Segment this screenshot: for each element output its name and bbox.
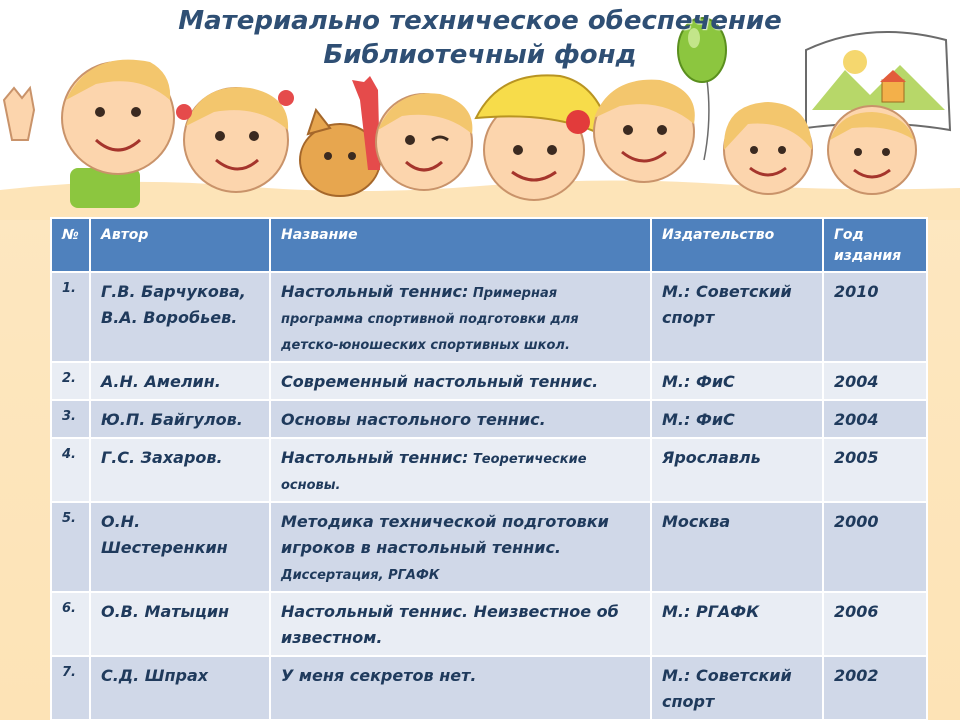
row-publisher: Ярославль <box>651 438 823 502</box>
row-title <box>270 502 651 592</box>
row-author: О.Н. Шестеренкин <box>90 502 270 592</box>
row-number: 7. <box>51 656 90 720</box>
row-title <box>270 592 651 656</box>
row-year: 2004 <box>823 400 927 438</box>
title-main: У меня секретов нет. <box>281 666 477 685</box>
row-publisher: М.: ФиС <box>651 400 823 438</box>
row-year: 2005 <box>823 438 927 502</box>
row-year: 2002 <box>823 656 927 720</box>
row-publisher: Москва <box>651 502 823 592</box>
row-publisher: М.: ФиС <box>651 362 823 400</box>
row-title <box>270 656 651 720</box>
title-sub: Теоретические основы. <box>281 452 587 493</box>
title-line-2: Библиотечный фонд <box>323 40 637 70</box>
title-sub: Примерная программа спортивной подготовки для детско-юношеских спортивных школ. <box>281 286 579 353</box>
table-header-row <box>51 218 927 272</box>
table-row <box>51 592 927 656</box>
row-year: 2000 <box>823 502 927 592</box>
row-number: 3. <box>51 400 90 438</box>
row-year: 2004 <box>823 362 927 400</box>
row-author: С.Д. Шпрах <box>90 656 270 720</box>
title-main: Настольный теннис: <box>281 448 469 467</box>
table-row <box>51 400 927 438</box>
title-main: Современный настольный теннис. <box>281 372 599 391</box>
title-main: Настольный теннис. Неизвестное об известном. <box>281 602 619 647</box>
header-year: Год издания <box>823 218 927 272</box>
header-publisher: Издательство <box>651 218 823 272</box>
row-number: 5. <box>51 502 90 592</box>
child-6 <box>724 102 812 194</box>
row-title <box>270 362 651 400</box>
row-number: 4. <box>51 438 90 502</box>
row-title <box>270 272 651 362</box>
row-title <box>270 400 651 438</box>
child-7 <box>828 106 916 194</box>
header-number: № <box>51 218 90 272</box>
row-publisher: М.: РГАФК <box>651 592 823 656</box>
row-title <box>270 438 651 502</box>
title-main: Основы настольного теннис. <box>281 410 546 429</box>
table-row <box>51 502 927 592</box>
row-number: 1. <box>51 272 90 362</box>
title-sub: Диссертация, РГАФК <box>281 568 440 583</box>
table-row <box>51 656 927 720</box>
row-number: 2. <box>51 362 90 400</box>
row-author: Г.С. Захаров. <box>90 438 270 502</box>
title-main: Методика технической подготовки игроков в настольный теннис. <box>281 512 609 557</box>
row-publisher: М.: Советский спорт <box>651 272 823 362</box>
library-fund-table <box>50 217 928 720</box>
header-title: Название <box>270 218 651 272</box>
row-author: Г.В. Барчукова, В.А. Воробьев. <box>90 272 270 362</box>
row-author: А.Н. Амелин. <box>90 362 270 400</box>
table-row <box>51 362 927 400</box>
table-row <box>51 438 927 502</box>
title-line-1: Материально техническое обеспечение <box>178 6 782 36</box>
row-author: О.В. Матыцин <box>90 592 270 656</box>
title-main: Настольный теннис: <box>281 282 469 301</box>
row-year: 2006 <box>823 592 927 656</box>
child-2 <box>176 87 294 192</box>
row-publisher: М.: Советский спорт <box>651 656 823 720</box>
table-row <box>51 272 927 362</box>
header-author: Автор <box>90 218 270 272</box>
row-number: 6. <box>51 592 90 656</box>
child-5 <box>594 80 695 182</box>
slide-title <box>0 4 960 72</box>
row-year: 2010 <box>823 272 927 362</box>
row-author: Ю.П. Байгулов. <box>90 400 270 438</box>
